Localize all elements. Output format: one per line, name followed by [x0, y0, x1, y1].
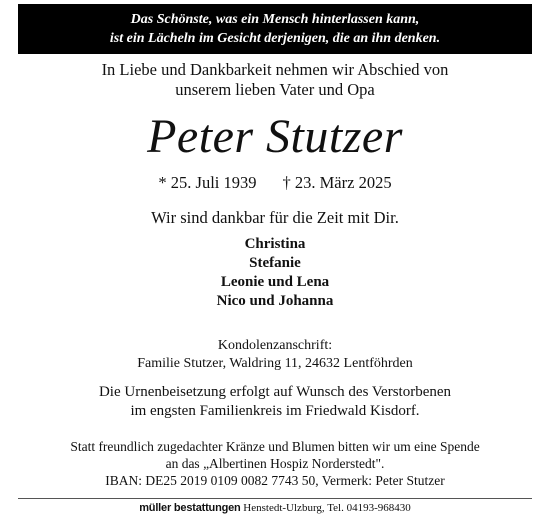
- birth-date: * 25. Juli 1939: [158, 173, 257, 192]
- quote-box: [18, 4, 532, 54]
- donation-note: [0, 438, 550, 489]
- burial-line-2: im engsten Familienkreis im Friedwald Kisdorf.: [130, 403, 420, 419]
- family-member: Stefanie: [249, 255, 301, 271]
- condolence-label: Kondolenzanschrift:: [217, 338, 333, 353]
- life-dates: [0, 172, 550, 194]
- burial-note: [0, 383, 550, 421]
- donation-line-3: IBAN: DE25 2019 0109 0082 7743 50, Vermerk: Peter Stutzer: [105, 473, 445, 488]
- condolence-address-line: Familie Stutzer, Waldring 11, 24632 Lentföhrden: [137, 356, 413, 371]
- quote-line-2: ist ein Lächeln im Gesicht derjenigen, die an ihn denken.: [109, 31, 441, 46]
- family-member: Christina: [244, 236, 306, 252]
- family-member: Leonie und Lena: [220, 274, 330, 290]
- donation-line-1: Statt freundlich zugedachter Kränze und Blumen bitten wir um eine Spende: [70, 439, 480, 454]
- quote-line-1: Das Schönste, was ein Mensch hinterlassen kann,: [130, 12, 420, 27]
- family-member: Nico und Johanna: [216, 293, 334, 309]
- funeral-home-details: Henstedt-Ulzburg, Tel. 04193-968430: [243, 502, 411, 514]
- donation-line-2: an das „Albertinen Hospiz Norderstedt".: [165, 456, 385, 471]
- intro-line-1: In Liebe und Dankbarkeit nehmen wir Abschied von: [101, 60, 449, 79]
- deceased-name: Peter Stutzer: [147, 110, 403, 163]
- footer-divider: [18, 498, 532, 499]
- funeral-home-footer: [0, 501, 550, 515]
- death-date: † 23. März 2025: [282, 173, 392, 192]
- condolence-address: [0, 337, 550, 373]
- thanks-line: Wir sind dankbar für die Zeit mit Dir.: [151, 208, 399, 227]
- intro-text: [0, 60, 550, 100]
- burial-line-1: Die Urnenbeisetzung erfolgt auf Wunsch des Verstorbenen: [98, 384, 452, 400]
- intro-line-2: unserem lieben Vater und Opa: [175, 80, 375, 99]
- funeral-home-logo: müller bestattungen: [139, 502, 241, 514]
- family-list: [0, 235, 550, 311]
